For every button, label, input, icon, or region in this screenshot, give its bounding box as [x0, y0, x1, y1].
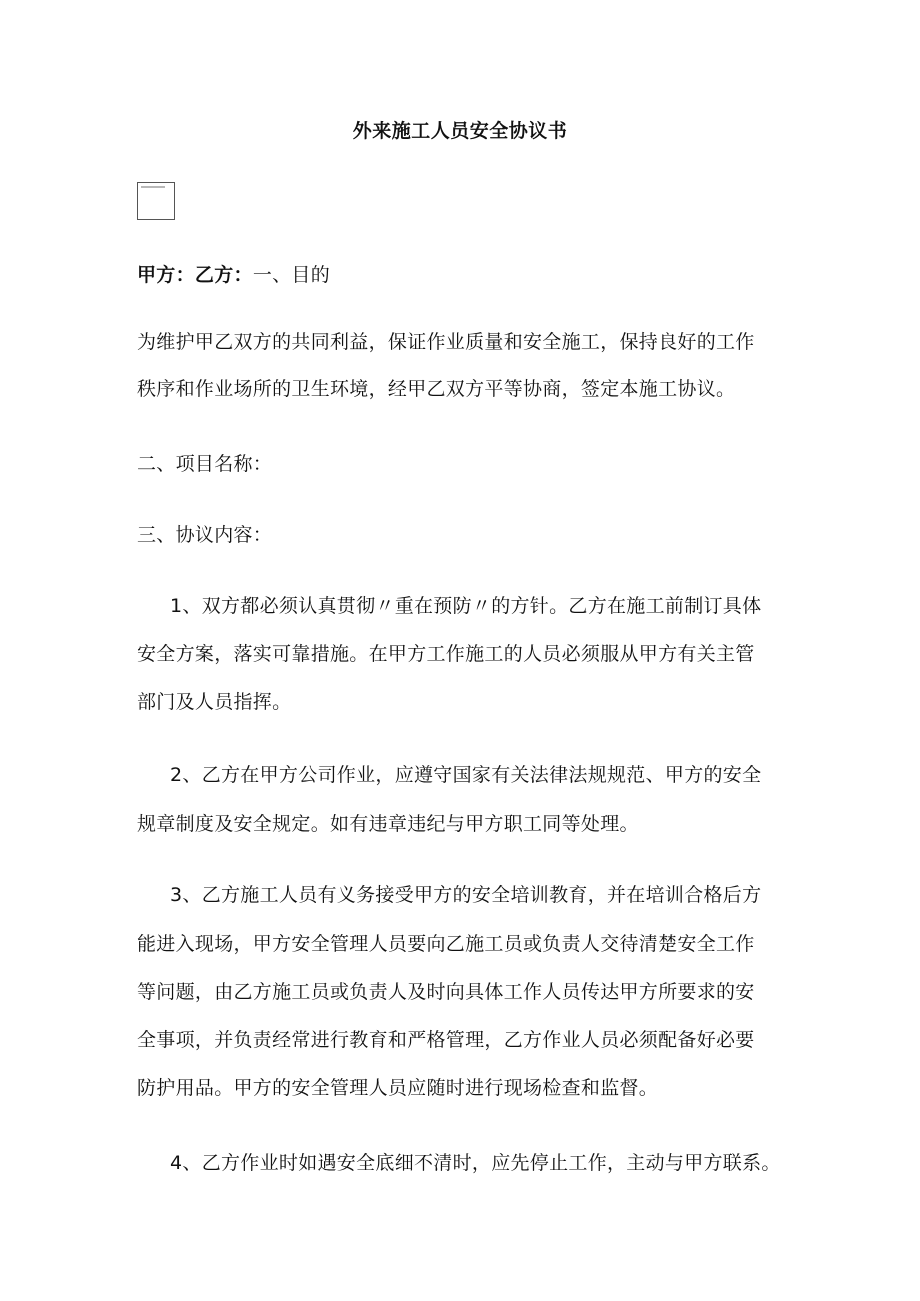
section1-line: 为维护甲乙双方的共同利益，保证作业质量和安全施工，保持良好的工作 [137, 331, 755, 353]
parties-line [137, 266, 330, 285]
clause1-line: 1、双方都必须认真贯彻〃重在预防〃的方针。乙方在施工前制订具体 [170, 595, 762, 617]
section3-heading: 三、协议内容： [137, 524, 273, 546]
party-b-label: 乙方： [194, 264, 253, 286]
clause3-line: 防护用品。甲方的安全管理人员应随时进行现场检查和监督。 [137, 1077, 659, 1099]
section1-line: 秩序和作业场所的卫生环境，经甲乙双方平等协商，签定本施工协议。 [137, 378, 736, 400]
clause2-line: 规章制度及安全规定。如有违章违纪与甲方职工同等处理。 [137, 813, 639, 835]
clause3-line: 能进入现场，甲方安全管理人员要向乙施工员或负责人交待清楚安全工作 [137, 933, 755, 955]
clause1-line: 部门及人员指挥。 [137, 691, 292, 713]
clause1-line: 安全方案，落实可靠措施。在甲方工作施工的人员必须服从甲方有关主管 [137, 643, 755, 665]
image-mark [141, 186, 165, 188]
section1-heading: 一、目的 [252, 264, 331, 286]
clause3-line: 3、乙方施工人员有义务接受甲方的安全培训教育，并在培训合格后方 [170, 884, 762, 906]
clause4-line: 4、乙方作业时如遇安全底细不清时，应先停止工作，主动与甲方联系。 [170, 1152, 781, 1174]
clause3-line: 全事项，并负责经常进行教育和严格管理，乙方作业人员必须配备好必要 [137, 1029, 755, 1051]
section2-heading: 二、项目名称： [137, 453, 273, 475]
document-title: 外来施工人员安全协议书 [352, 120, 568, 142]
clause2-line: 2、乙方在甲方公司作业，应遵守国家有关法律法规规范、甲方的安全 [170, 764, 762, 786]
clause3-line: 等问题，由乙方施工员或负责人及时向具体工作人员传达甲方所要求的安 [137, 981, 755, 1003]
party-a-label: 甲方： [137, 264, 195, 286]
embedded-image [137, 182, 175, 220]
